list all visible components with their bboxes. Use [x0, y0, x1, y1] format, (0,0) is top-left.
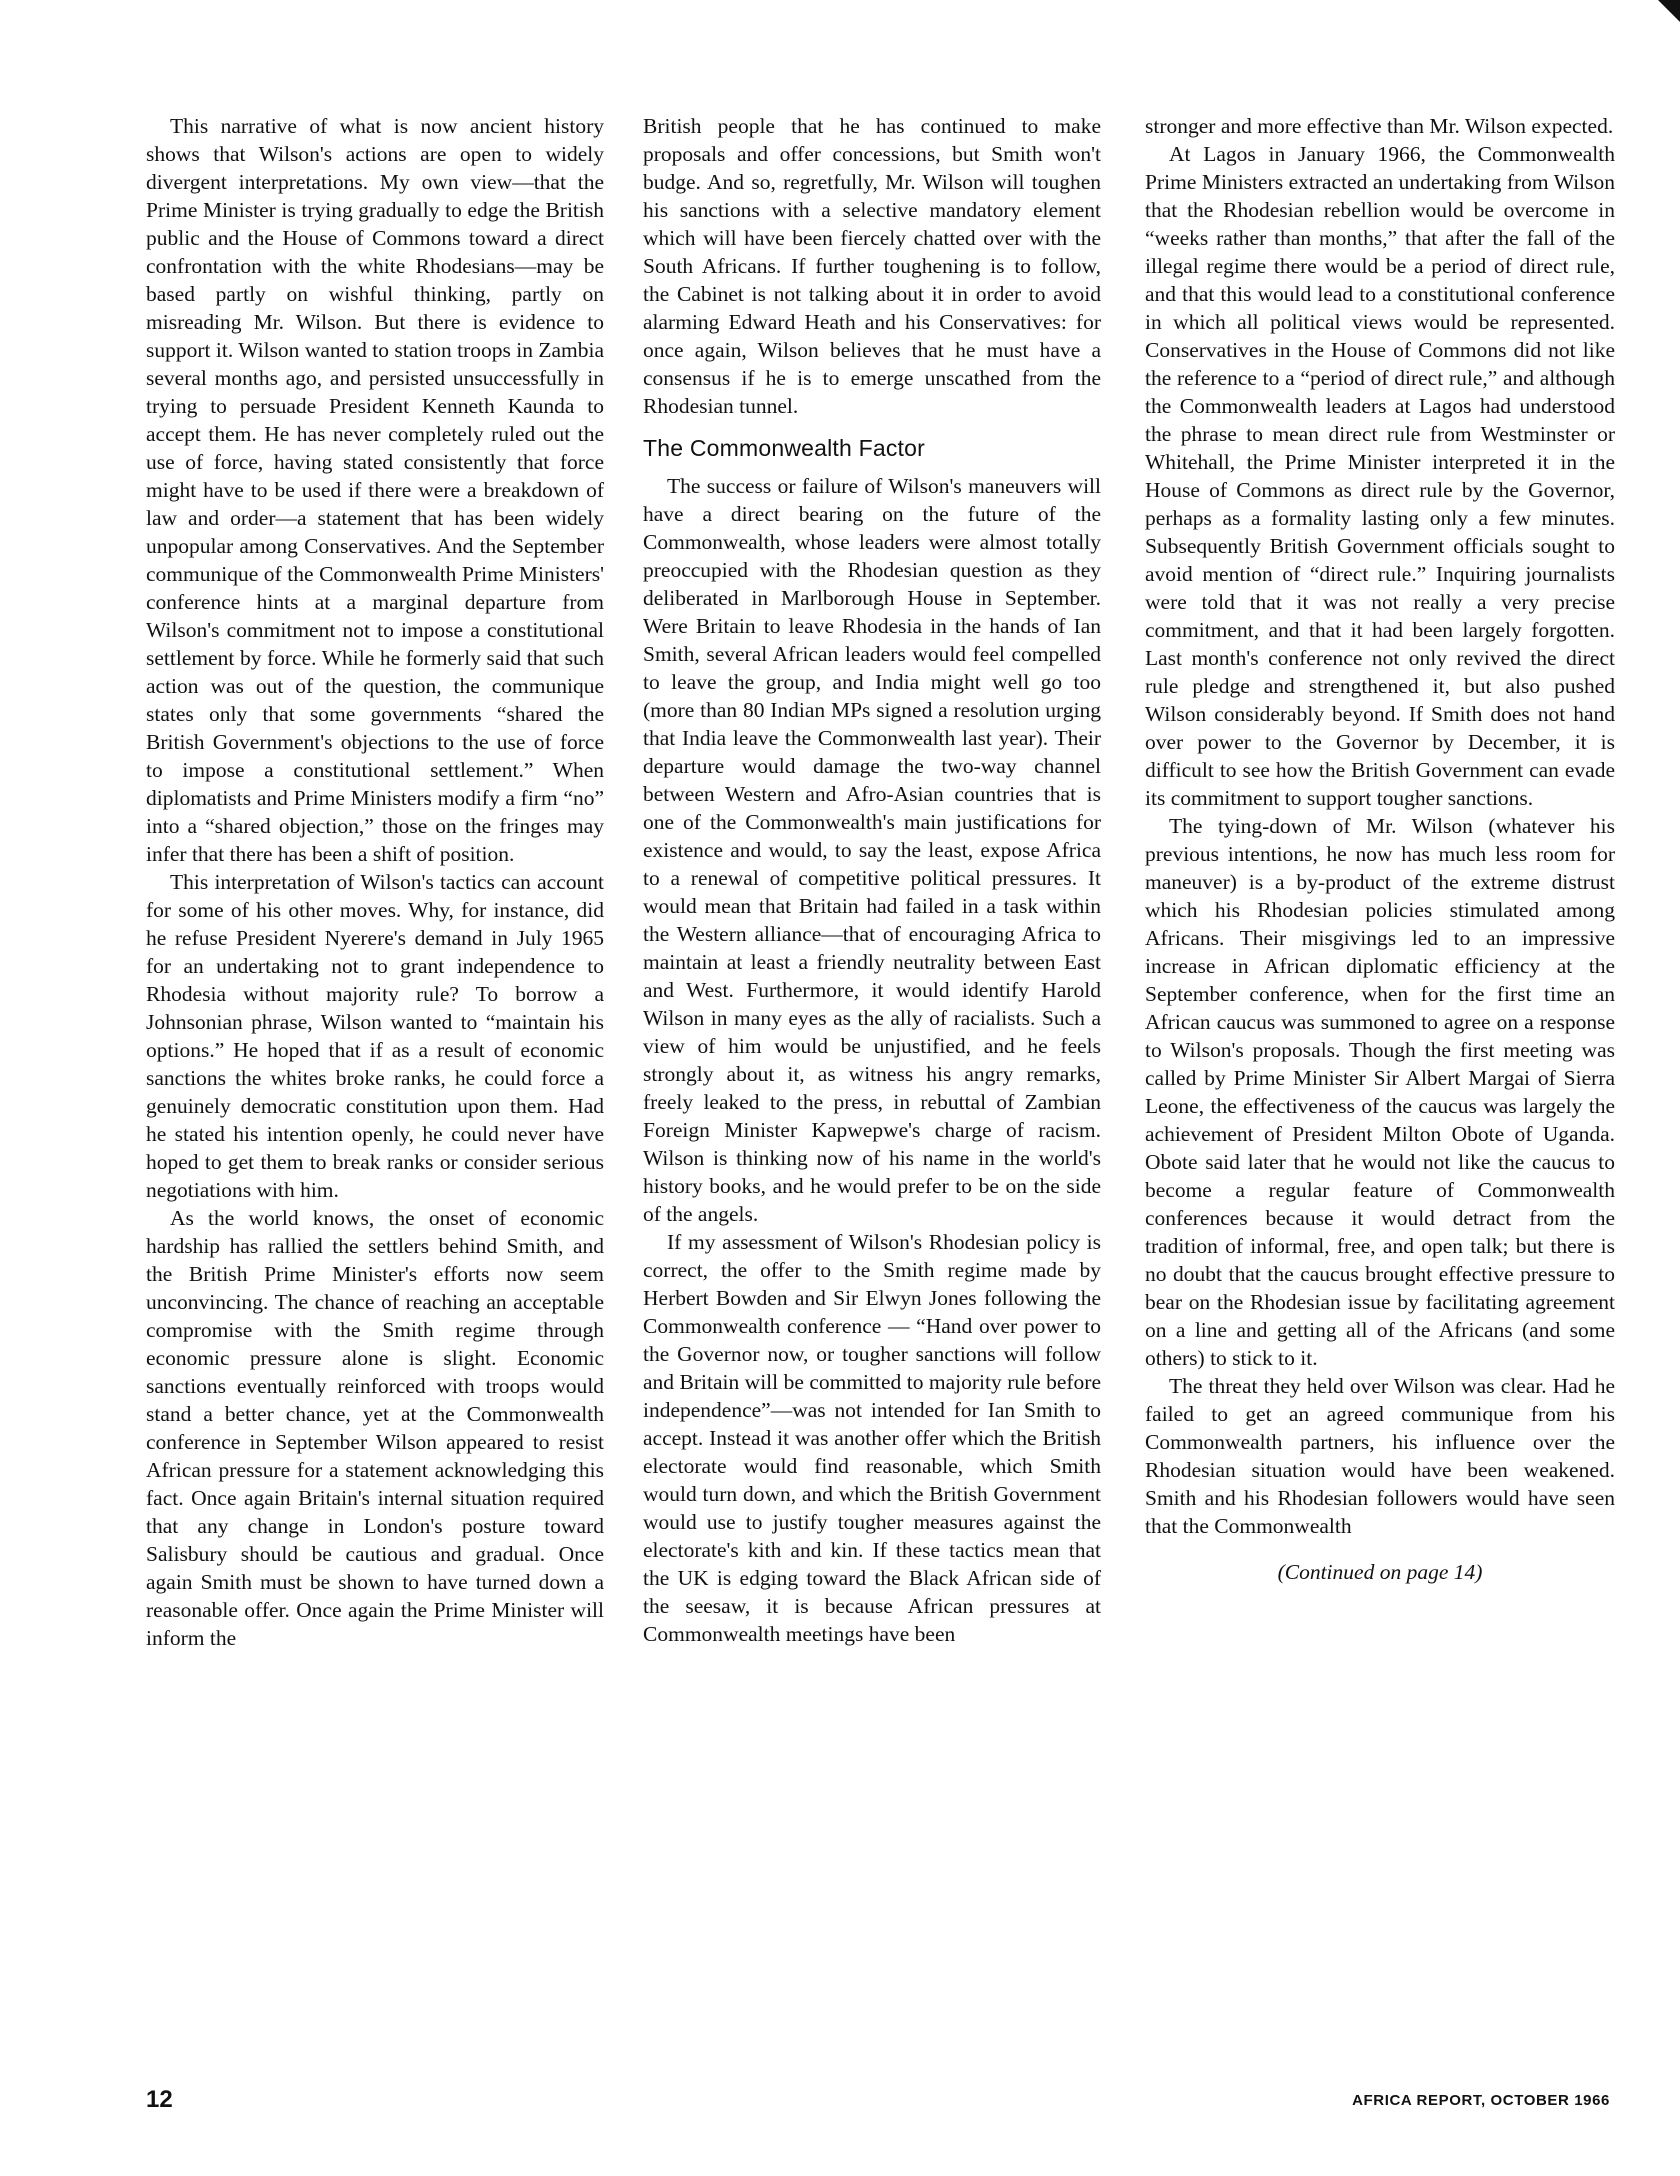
- paragraph: The success or failure of Wilson's maneuvers will have a direct bearing on the future of the Commonwealth, whose leaders were almost totally preoccupied with the Rhodesian question as they deliberated in Marlborough House in September. Were Britain to leave Rhodesia in the hands of Ian Smith, several African leaders would feel compelled to leave the group, and India might well go too (more than 80 Indian MPs signed a resolution urging that India leave the Commonwealth last year). Their departure would damage the two-way channel between Western and Afro-Asian countries that is one of the Commonwealth's main justifications for existence and would, to say the least, expose Africa to a renewal of competitive political pressures. It would mean that Britain had failed in a task within the Western alliance—that of encouraging Africa to maintain at least a friendly neutrality between East and West. Furthermore, it would identify Harold Wilson in many eyes as the ally of racialists. Such a view of him would be unjustified, and he feels strongly about it, as witness his angry remarks, freely leaked to the press, in rebuttal of Zambian Foreign Minister Kapwepwe's charge of racism. Wilson is thinking now of his name in the world's history books, and he would prefer to be on the side of the angels.: [643, 474, 1101, 1226]
- paragraph: If my assessment of Wilson's Rhodesian policy is correct, the offer to the Smith regime made by Herbert Bowden and Sir Elwyn Jones following the Commonwealth conference — “Hand over power to the Governor now, or tougher sanctions will follow and Britain will be committed to majority rule before independence”—was not intended for Ian Smith to accept. Instead it was another offer which the British electorate would find reasonable, which Smith would turn down, and which the British Government would use to justify tougher measures against the electorate's kith and kin. If these tactics mean that the UK is edging toward the Black African side of the seesaw, it is because African pressures at Commonwealth meetings have been: [643, 1230, 1101, 1646]
- paragraph-continuation: stronger and more effective than Mr. Wilson expected.: [1145, 114, 1614, 138]
- paragraph: As the world knows, the onset of economic hardship has rallied the settlers behind Smith, and the British Prime Minister's efforts now seem unconvincing. The chance of reaching an acceptable compromise with the Smith regime through economic pressure alone is slight. Economic sanctions eventually reinforced with troops would stand a better chance, yet at the Commonwealth conference in September Wilson appeared to resist African pressure for a statement acknowledging this fact. Once again Britain's internal situation required that any change in London's posture toward Salisbury should be cautious and gradual. Once again Smith must be shown to have turned down a reasonable offer. Once again the Prime Minister will inform the: [146, 1206, 604, 1650]
- page-corner-mark: [1658, 0, 1680, 22]
- text-column-1: [146, 112, 604, 1652]
- paragraph: At Lagos in January 1966, the Commonwealth Prime Ministers extracted an undertaking from Wilson that the Rhodesian rebellion would be overcome in “weeks rather than months,” that after the fall of the illegal regime there would be a period of direct rule, and that this would lead to a constitutional conference in which all political views would be represented. Conservatives in the House of Commons did not like the reference to a “period of direct rule,” and although the Commonwealth leaders at Lagos had understood the phrase to mean direct rule from Westminster or Whitehall, the Prime Minister interpreted it in the House of Commons as direct rule by the Governor, perhaps as a formality lasting only a few minutes. Subsequently British Government officials sought to avoid mention of “direct rule.” Inquiring journalists were told that it was not really a very precise commitment, and that it had been largely forgotten. Last month's conference not only revived the direct rule pledge and strengthened it, but also pushed Wilson considerably beyond. If Smith does not hand over power to the Governor by December, it is difficult to see how the British Government can evade its commitment to support tougher sanctions.: [1145, 142, 1615, 810]
- paragraph: This narrative of what is now ancient history shows that Wilson's actions are open to widely divergent interpretations. My own view—that the Prime Minister is trying gradually to edge the British public and the House of Commons toward a direct confrontation with the white Rhodesians—may be based partly on wishful thinking, partly on misreading Mr. Wilson. But there is evidence to support it. Wilson wanted to station troops in Zambia several months ago, and persisted unsuccessfully in trying to persuade President Kenneth Kaunda to accept them. He has never completely ruled out the use of force, having stated consistently that force might have to be used if there were a breakdown of law and order—a statement that has been widely unpopular among Conservatives. And the September communique of the Commonwealth Prime Ministers' conference hints at a marginal departure from Wilson's commitment not to impose a constitutional settlement by force. While he formerly said that such action was out of the question, the communique states only that some governments “shared the British Government's objections to the use of force to impose a constitutional settlement.” When diplomatists and Prime Ministers modify a firm “no” into a “shared objection,” those on the fringes may infer that there has been a shift of position.: [146, 114, 604, 866]
- paragraph: The threat they held over Wilson was clear. Had he failed to get an agreed communique from his Commonwealth partners, his influence over the Rhodesian situation would have been weakened. Smith and his Rhodesian followers would have seen that the Commonwealth: [1145, 1374, 1615, 1538]
- text-column-3: [1145, 112, 1615, 1586]
- continued-note: (Continued on page 14): [1277, 1560, 1483, 1584]
- page-number: 12: [146, 2086, 173, 2113]
- paragraph-continuation: British people that he has continued to make proposals and offer concessions, but Smith won't budge. And so, regretfully, Mr. Wilson will toughen his sanctions with a selective mandatory element which will have been fiercely chatted over with the South Africans. If further toughening is to follow, the Cabinet is not talking about it in order to avoid alarming Edward Heath and his Conservatives: for once again, Wilson believes that he must have a consensus if he is to emerge unscathed from the Rhodesian tunnel.: [643, 114, 1101, 418]
- paragraph: This interpretation of Wilson's tactics can account for some of his other moves. Why, for instance, did he refuse President Nyerere's demand in July 1965 for an undertaking not to grant independence to Rhodesia without majority rule? To borrow a Johnsonian phrase, Wilson wanted to “maintain his options.” He hoped that if as a result of economic sanctions the whites broke ranks, he could force a genuinely democratic constitution upon them. Had he stated his intention openly, he could never have hoped to get them to break ranks or consider serious negotiations with him.: [146, 870, 604, 1202]
- running-footer: AFRICA REPORT, OCTOBER 1966: [1352, 2092, 1610, 2109]
- section-subhead: The Commonwealth Factor: [643, 435, 925, 461]
- text-column-2: [643, 112, 1101, 1648]
- paragraph: The tying-down of Mr. Wilson (whatever his previous intentions, he now has much less room for maneuver) is a by-product of the extreme distrust which his Rhodesian policies stimulated among Africans. Their misgivings led to an impressive increase in African diplomatic efficiency at the September conference, when for the first time an African caucus was summoned to agree on a response to Wilson's proposals. Though the first meeting was called by Prime Minister Sir Albert Margai of Sierra Leone, the effectiveness of the caucus was largely the achievement of President Milton Obote of Uganda. Obote said later that he would not like the caucus to become a regular feature of Commonwealth conferences because it would detract from the tradition of informal, free, and open talk; but there is no doubt that the caucus brought effective pressure to bear on the Rhodesian issue by facilitating agreement on a line and getting all of the Africans (and some others) to stick to it.: [1145, 814, 1615, 1370]
